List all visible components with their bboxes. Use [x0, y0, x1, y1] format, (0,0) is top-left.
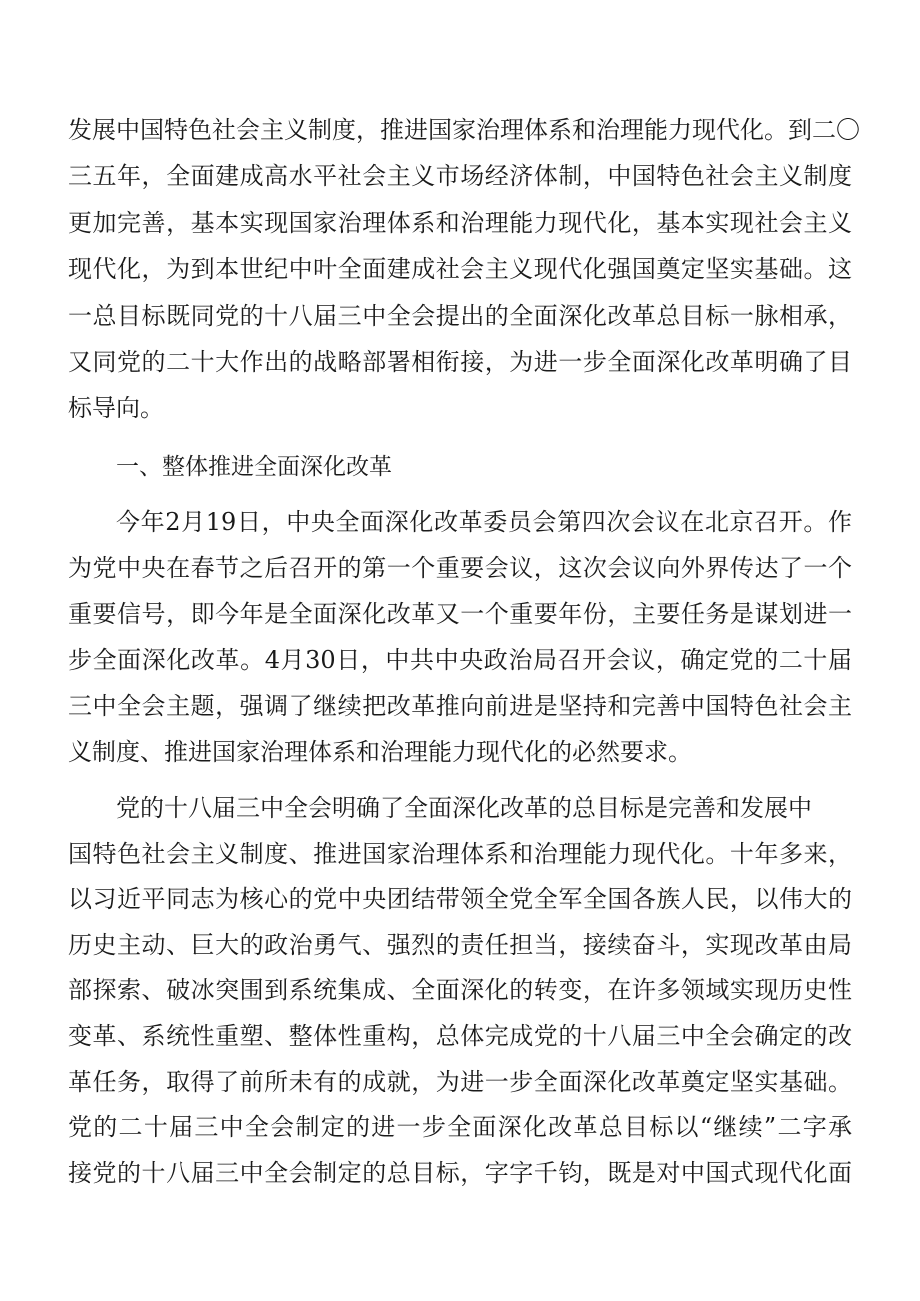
paragraph-line: 更加完善，基本实现国家治理体系和治理能力现代化，基本实现社会主义 — [68, 209, 852, 237]
paragraph-line: 步全面深化改革。4月30日，中共中央政治局召开会议，确定党的二十届 — [68, 646, 852, 674]
paragraph-line: 义制度、推进国家治理体系和治理能力现代化的必然要求。 — [68, 738, 692, 766]
paragraph-line: 为党中央在春节之后召开的第一个重要会议，这次会议向外界传达了一个 — [68, 554, 852, 582]
paragraph-line: 国特色社会主义制度、推进国家治理体系和治理能力现代化。十年多来， — [68, 840, 852, 868]
paragraph-line: 三中全会主题，强调了继续把改革推向前进是坚持和完善中国特色社会主 — [68, 692, 852, 720]
paragraph-line: 历史主动、巨大的政治勇气、强烈的责任担当，接续奋斗，实现改革由局 — [68, 931, 852, 959]
paragraph-line: 以习近平同志为核心的党中央团结带领全党全军全国各族人民，以伟大的 — [68, 885, 852, 913]
paragraph-line: 一总目标既同党的十八届三中全会提出的全面深化改革总目标一脉相承， — [68, 302, 852, 330]
section-heading: 一、整体推进全面深化改革 — [116, 454, 392, 480]
paragraph-line: 革任务，取得了前所未有的成就，为进一步全面深化改革奠定坚实基础。 — [68, 1068, 852, 1096]
paragraph-line: 现代化，为到本世纪中叶全面建成社会主义现代化强国奠定坚实基础。这 — [68, 255, 852, 283]
paragraph-line: 今年2月19日，中央全面深化改革委员会第四次会议在北京召开。作 — [116, 508, 852, 536]
paragraph-line: 党的二十届三中全会制定的进一步全面深化改革总目标以“继续”二字承 — [68, 1113, 852, 1141]
paragraph-line: 变革、系统性重塑、整体性重构，总体完成党的十八届三中全会确定的改 — [68, 1022, 852, 1050]
paragraph-line: 三五年，全面建成高水平社会主义市场经济体制，中国特色社会主义制度 — [68, 162, 852, 190]
paragraph-line: 重要信号，即今年是全面深化改革又一个重要年份，主要任务是谋划进一 — [68, 600, 852, 628]
paragraph-line: 标导向。 — [68, 394, 164, 422]
paragraph-line: 党的十八届三中全会明确了全面深化改革的总目标是完善和发展中 — [116, 794, 812, 822]
paragraph-line: 发展中国特色社会主义制度，推进国家治理体系和治理能力现代化。到二〇 — [68, 116, 860, 144]
paragraph-line: 接党的十八届三中全会制定的总目标，字字千钧，既是对中国式现代化面 — [68, 1159, 852, 1187]
paragraph-line: 部探索、破冰突围到系统集成、全面深化的转变，在许多领域实现历史性 — [68, 976, 852, 1004]
paragraph-line: 又同党的二十大作出的战略部署相衔接，为进一步全面深化改革明确了目 — [68, 348, 852, 376]
